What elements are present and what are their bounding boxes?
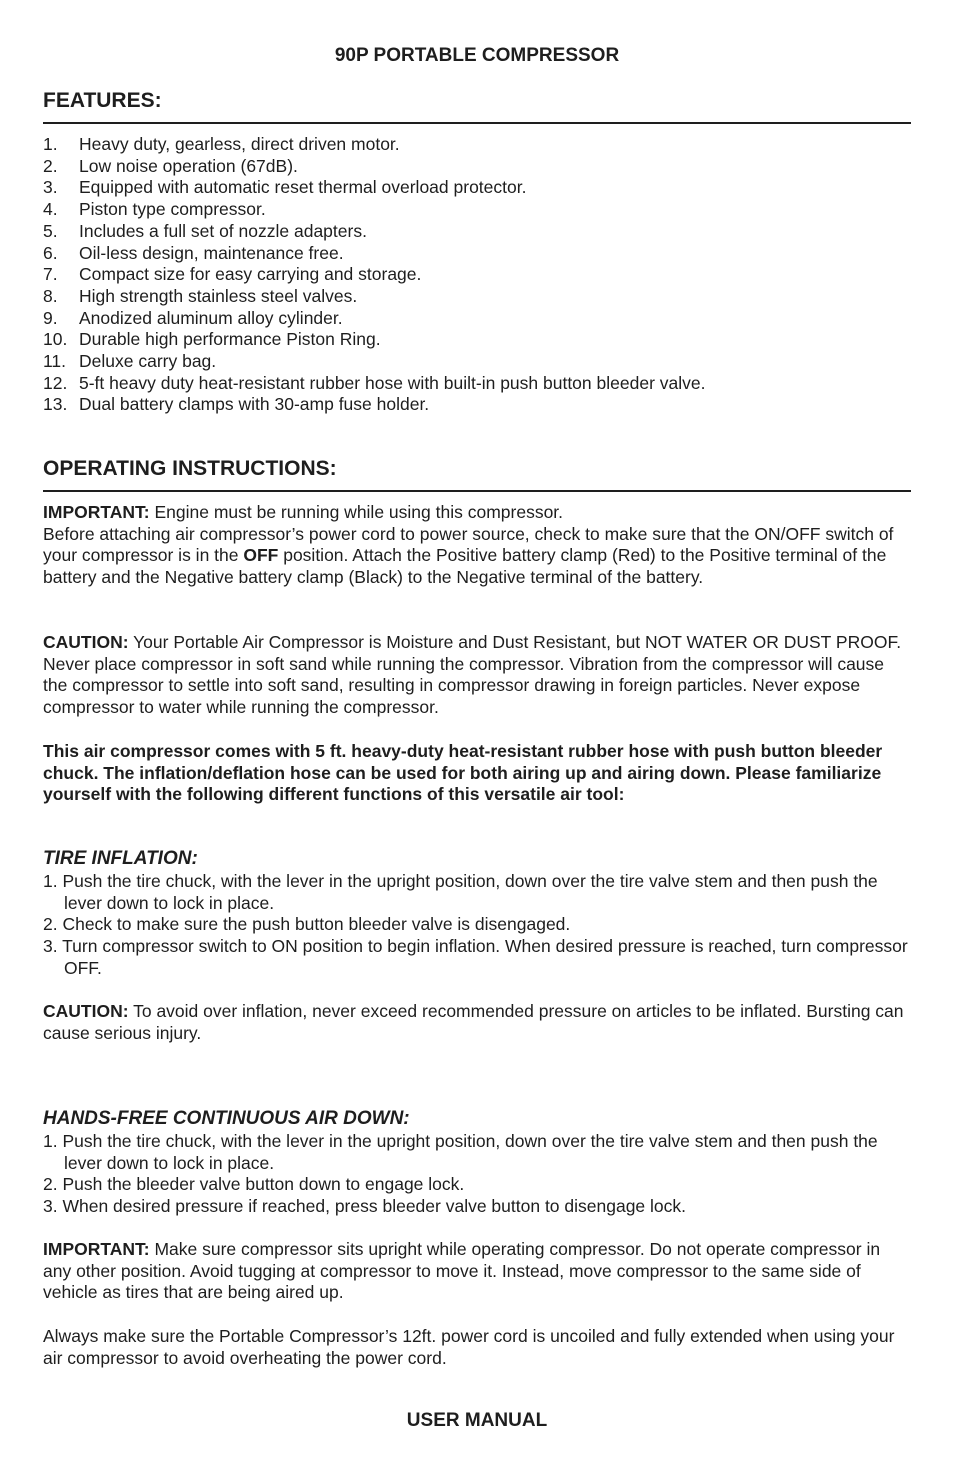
item-number: 13. <box>43 394 68 415</box>
important-label: IMPORTANT: <box>43 1239 150 1259</box>
hose-note-paragraph <box>43 741 913 806</box>
important-label: IMPORTANT: <box>43 502 150 522</box>
caution-text: To avoid over inflation, never exceed recommended pressure on articles to be inflated. Bursting can cause serious injury. <box>43 1001 904 1043</box>
air-down-steps <box>43 1131 911 1218</box>
features-list <box>43 134 911 416</box>
list-item <box>43 286 911 308</box>
list-item <box>43 351 911 373</box>
battery-text-part1: Before attaching air compressor’s power cord to power source, check to make sure that the ON/OFF switch of your compressor is in the <box>43 523 894 566</box>
item-text: Oil-less design, maintenance free. <box>79 242 344 263</box>
tire-inflation-steps <box>43 871 911 980</box>
important-text: Engine must be running while using this compressor. <box>149 502 564 522</box>
battery-instructions <box>43 524 913 589</box>
item-number: 8. <box>43 285 58 306</box>
item-text: Piston type compressor. <box>79 199 266 220</box>
item-number: 3. <box>43 177 58 198</box>
important-upright-paragraph <box>43 1239 913 1304</box>
caution-line <box>43 1001 913 1044</box>
caution-label: CAUTION: <box>43 632 129 652</box>
battery-text-part2: position. Attach the Positive battery clamp (Red) to the Positive terminal of the battery and the Negative battery clamp (Black) to the Negative terminal of the battery. <box>43 545 887 588</box>
list-item <box>43 394 911 416</box>
footer-label: USER MANUAL <box>406 1410 548 1431</box>
list-item: 1. Push the tire chuck, with the lever in the upright position, down over the tire valve stem and then push the lever down to lock in place. <box>43 1131 878 1173</box>
caution-text: Your Portable Air Compressor is Moisture and Dust Resistant, but NOT WATER OR DUST PROOF. Never place compressor in soft sand while running the compressor. Vibration from the compressor will cause the compressor to settle into soft sand, resulting in compressor drawing in foreign particles. Never expose compressor to water while running the compressor. <box>43 632 902 718</box>
list-item <box>43 221 911 243</box>
air-down-heading: HANDS-FREE CONTINUOUS AIR DOWN: <box>43 1108 410 1129</box>
off-word: OFF <box>243 545 279 566</box>
item-text: Heavy duty, gearless, direct driven motor. <box>79 134 400 154</box>
caution-moisture-paragraph <box>43 632 913 719</box>
item-number: 1. <box>43 134 58 154</box>
caution-inflation-paragraph <box>43 1001 913 1044</box>
item-text: Anodized aluminum alloy cylinder. <box>79 307 343 328</box>
item-number: 12. <box>43 372 68 393</box>
item-number: 10. <box>43 329 68 350</box>
list-item <box>43 156 911 178</box>
list-item: 1. Push the tire chuck, with the lever in the upright position, down over the tire valve stem and then push the lever down to lock in place. <box>43 871 878 913</box>
list-item: 2. Check to make sure the push button bleeder valve is disengaged. <box>43 914 571 935</box>
caution-label: CAUTION: <box>43 1001 129 1021</box>
important-text: Make sure compressor sits upright while operating compressor. Do not operate compressor in any other position. Avoid tugging at compressor to move it. Instead, move compressor to the same side of vehicle as tires that are being aired up. <box>43 1239 881 1303</box>
list-item: 3. Turn compressor switch to ON position to begin inflation. When desired pressure is reached, turn compressor OFF. <box>43 936 908 978</box>
item-number: 2. <box>43 155 58 176</box>
list-item <box>43 373 911 395</box>
item-text: Durable high performance Piston Ring. <box>79 329 381 350</box>
list-item <box>43 199 911 221</box>
important-line <box>43 1239 913 1304</box>
hose-note: This air compressor comes with 5 ft. heavy-duty heat-resistant rubber hose with push button bleeder chuck. The inflation/deflation hose can be used for both airing up and airing down. Please familiarize yourself with the following different functions of this versatile air tool: <box>43 741 883 805</box>
list-item: 2. Push the bleeder valve button down to engage lock. <box>43 1174 465 1195</box>
list-item <box>43 134 911 156</box>
item-number: 9. <box>43 307 58 328</box>
item-number: 4. <box>43 199 58 220</box>
item-number: 11. <box>43 351 67 372</box>
item-text: Dual battery clamps with 30-amp fuse holder. <box>79 394 430 415</box>
item-text: 5-ft heavy duty heat-resistant rubber hose with built-in push button bleeder valve. <box>79 372 706 393</box>
tire-inflation-heading: TIRE INFLATION: <box>43 848 198 869</box>
document-title: 90P PORTABLE COMPRESSOR <box>334 45 620 66</box>
list-item <box>43 243 911 265</box>
item-text: Compact size for easy carrying and storage. <box>79 264 422 285</box>
operating-instructions-heading: OPERATING INSTRUCTIONS: <box>43 456 911 492</box>
power-cord-paragraph <box>43 1326 913 1369</box>
important-engine-paragraph <box>43 502 913 589</box>
caution-line <box>43 632 913 719</box>
item-number: 7. <box>43 264 58 285</box>
features-heading: FEATURES: <box>43 88 911 124</box>
list-item: 3. When desired pressure if reached, press bleeder valve button to disengage lock. <box>43 1196 687 1217</box>
list-item <box>43 308 911 330</box>
item-text: Includes a full set of nozzle adapters. <box>79 220 367 241</box>
item-text: High strength stainless steel valves. <box>79 285 358 306</box>
item-text: Deluxe carry bag. <box>79 351 217 372</box>
item-number: 5. <box>43 220 58 241</box>
list-item <box>43 264 911 286</box>
item-text: Equipped with automatic reset thermal overload protector. <box>79 177 527 198</box>
item-number: 6. <box>43 242 58 263</box>
important-line <box>43 502 913 524</box>
list-item <box>43 329 911 351</box>
power-cord-note: Always make sure the Portable Compressor’s 12ft. power cord is uncoiled and fully extended when using your air compressor to avoid overheating the power cord. <box>43 1326 895 1368</box>
item-text: Low noise operation (67dB). <box>79 155 298 176</box>
list-item <box>43 177 911 199</box>
